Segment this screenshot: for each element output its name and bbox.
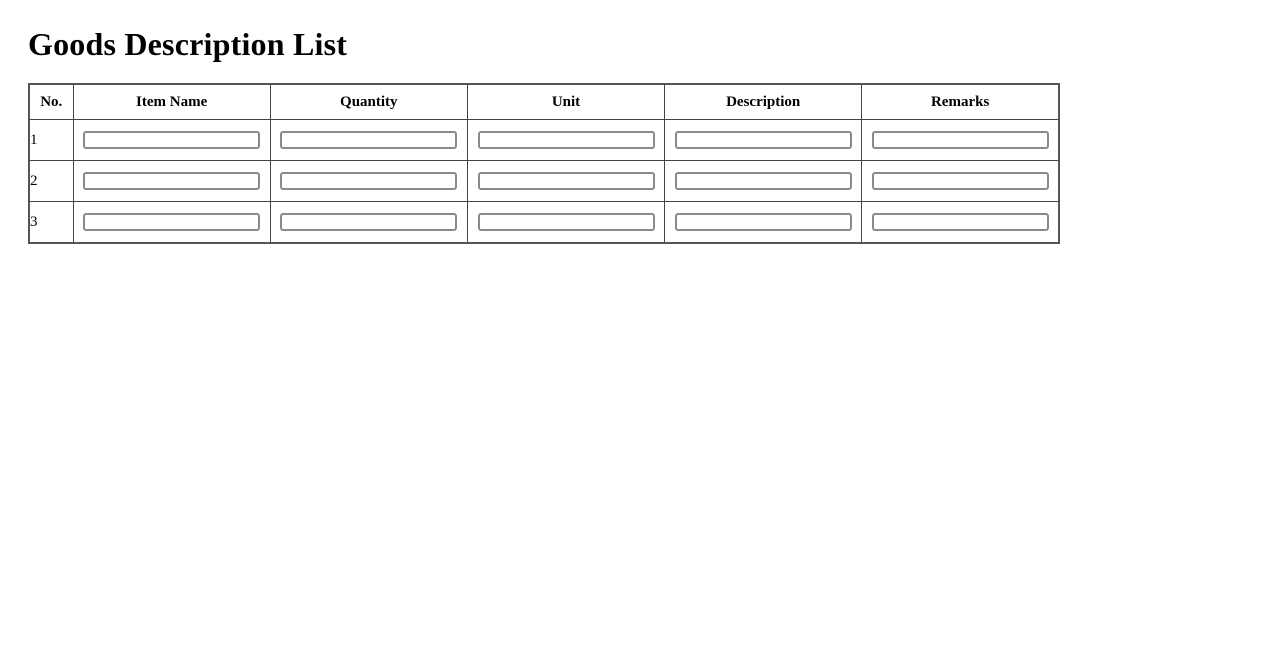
remarks-input-row-2[interactable] [872,172,1049,190]
page-title: Goods Description List [28,26,348,62]
item-name-input-row-1[interactable] [83,131,260,149]
remarks-input-row-1[interactable] [872,131,1049,149]
unit-input-row-1[interactable] [478,131,655,149]
cell-description [665,120,862,161]
column-header-remarks: Remarks [862,84,1059,120]
table-row [29,161,1059,202]
column-header-quantity: Quantity [270,84,467,120]
quantity-input-row-2[interactable] [280,172,457,190]
column-header-item-name: Item Name [73,84,270,120]
table-row [29,120,1059,161]
description-input-row-1[interactable] [675,131,852,149]
goods-description-table [28,83,1060,244]
item-name-input-row-2[interactable] [83,172,260,190]
description-input-row-3[interactable] [675,213,852,231]
cell-description [665,202,862,244]
cell-quantity [270,161,467,202]
cell-item-name [73,202,270,244]
unit-input-row-2[interactable] [478,172,655,190]
column-header-description: Description [665,84,862,120]
table-row [29,202,1059,244]
cell-quantity [270,120,467,161]
row-number: 2 [29,161,73,202]
cell-item-name [73,120,270,161]
item-name-input-row-3[interactable] [83,213,260,231]
table-header-row [29,84,1059,120]
description-input-row-2[interactable] [675,172,852,190]
cell-remarks [862,202,1059,244]
cell-unit [467,161,664,202]
quantity-input-row-1[interactable] [280,131,457,149]
cell-unit [467,120,664,161]
row-number: 1 [29,120,73,161]
column-header-no: No. [29,84,73,120]
page-container [0,0,1278,244]
column-header-unit: Unit [467,84,664,120]
quantity-input-row-3[interactable] [280,213,457,231]
cell-remarks [862,161,1059,202]
unit-input-row-3[interactable] [478,213,655,231]
row-number: 3 [29,202,73,244]
cell-remarks [862,120,1059,161]
cell-unit [467,202,664,244]
cell-item-name [73,161,270,202]
cell-quantity [270,202,467,244]
cell-description [665,161,862,202]
remarks-input-row-3[interactable] [872,213,1049,231]
